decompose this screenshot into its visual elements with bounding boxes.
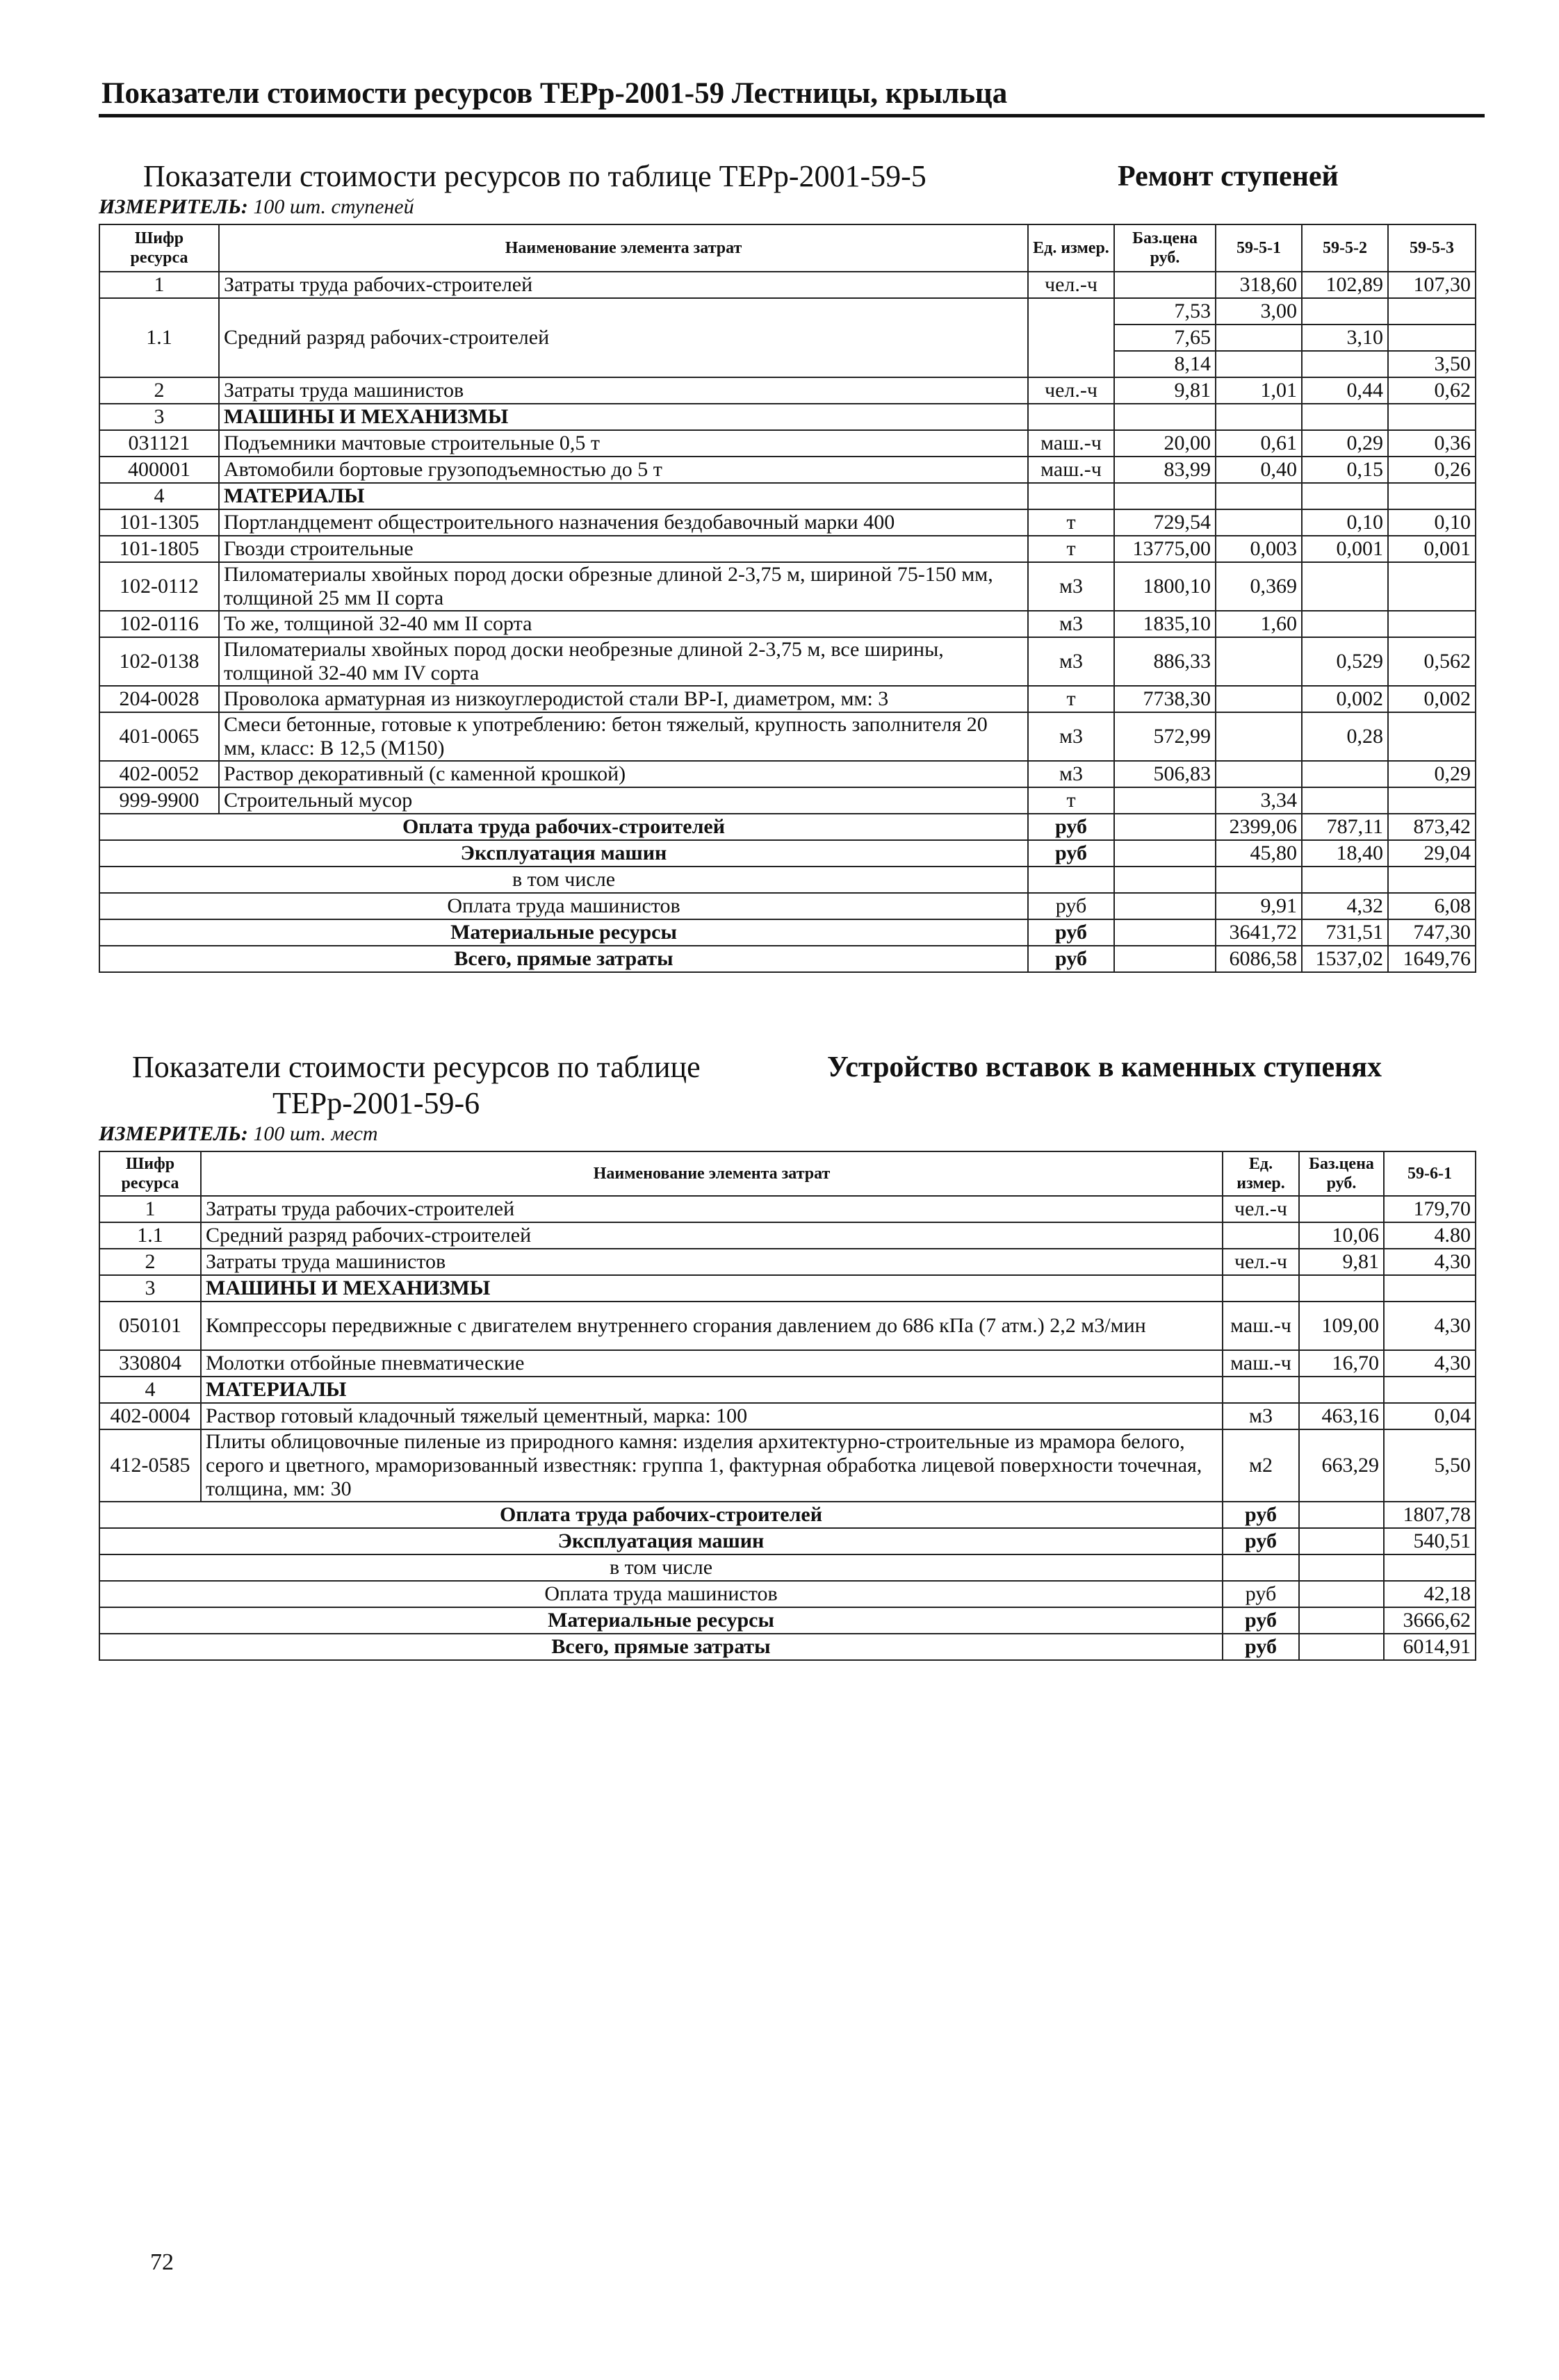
- cell-name: МАТЕРИАЛЫ: [219, 483, 1028, 509]
- cell-unit: маш.-ч: [1028, 430, 1114, 457]
- table-row: [99, 457, 1476, 483]
- cell-value: 9,91: [1216, 893, 1302, 919]
- cell-value: 0,10: [1302, 509, 1388, 536]
- table-row: [99, 536, 1476, 562]
- cell-name: Компрессоры передвижные с двигателем внутреннего сгорания давлением до 686 кПа (7 атм.) 2,2 м3/мин: [201, 1302, 1223, 1350]
- cell-name: Раствор декоративный (с каменной крошкой): [219, 761, 1028, 787]
- cell-value: [1388, 867, 1476, 893]
- cell-unit: т: [1028, 536, 1114, 562]
- cell-unit: чел.-ч: [1028, 377, 1114, 404]
- cell-value: 2399,06: [1216, 814, 1302, 840]
- header-col-59-6-1: 59-6-1: [1384, 1151, 1476, 1196]
- header-code: Шифр ресурса: [99, 224, 219, 272]
- cell-name: Строительный мусор: [219, 787, 1028, 814]
- cell-unit: маш.-ч: [1223, 1350, 1299, 1377]
- cell-code: 031121: [99, 430, 219, 457]
- total-row: [99, 867, 1476, 893]
- cell-unit: руб: [1028, 946, 1114, 972]
- cell-value: 0,26: [1388, 457, 1476, 483]
- total-row: [99, 1581, 1476, 1607]
- cell-unit: чел.-ч: [1223, 1196, 1299, 1222]
- cell-value: 0,002: [1302, 686, 1388, 712]
- cell-price: 109,00: [1299, 1302, 1384, 1350]
- cell-unit: руб: [1223, 1607, 1299, 1634]
- cell-unit: руб: [1028, 814, 1114, 840]
- cell-code: 102-0138: [99, 637, 219, 686]
- cell-code: 1.1: [99, 1222, 201, 1249]
- table-row: [99, 1196, 1476, 1222]
- cell-value: 0,44: [1302, 377, 1388, 404]
- total-row: [99, 893, 1476, 919]
- header-name: Наименование элемента затрат: [201, 1151, 1223, 1196]
- cell-value: [1388, 483, 1476, 509]
- cell-unit: чел.-ч: [1028, 272, 1114, 298]
- cell-price: 1835,10: [1114, 611, 1216, 637]
- cell-code: 2: [99, 1249, 201, 1275]
- cell-name: Гвозди строительные: [219, 536, 1028, 562]
- cell-price: [1299, 1502, 1384, 1528]
- table-row: [99, 562, 1476, 611]
- cell-unit: [1028, 483, 1114, 509]
- table-row: [99, 1429, 1476, 1502]
- cell-price: 9,81: [1114, 377, 1216, 404]
- total-row: [99, 1528, 1476, 1554]
- cell-name: Средний разряд рабочих-строителей: [201, 1222, 1223, 1249]
- cell-code: 401-0065: [99, 712, 219, 761]
- cell-value: 787,11: [1302, 814, 1388, 840]
- cell-value: 747,30: [1388, 919, 1476, 946]
- cell-value: [1388, 325, 1476, 351]
- total-label: Оплата труда рабочих-строителей: [99, 814, 1028, 840]
- cell-unit: руб: [1223, 1502, 1299, 1528]
- cell-value: [1302, 787, 1388, 814]
- cell-value: 0,001: [1388, 536, 1476, 562]
- total-label: Всего, прямые затраты: [99, 946, 1028, 972]
- cell-price: 729,54: [1114, 509, 1216, 536]
- table-row: [99, 1275, 1476, 1302]
- cell-code: 050101: [99, 1302, 201, 1350]
- cell-name: Средний разряд рабочих-строителей: [219, 298, 1028, 377]
- cell-name: МАШИНЫ И МЕХАНИЗМЫ: [219, 404, 1028, 430]
- cell-value: 5,50: [1384, 1429, 1476, 1502]
- cell-price: 886,33: [1114, 637, 1216, 686]
- total-row: [99, 1554, 1476, 1581]
- total-label: Эксплуатация машин: [99, 1528, 1223, 1554]
- cell-code: 999-9900: [99, 787, 219, 814]
- measure-value: 100 шт. ступеней: [253, 195, 414, 218]
- cell-price: [1299, 1554, 1384, 1581]
- cell-value: [1384, 1554, 1476, 1581]
- cell-value: 179,70: [1384, 1196, 1476, 1222]
- cell-unit: т: [1028, 509, 1114, 536]
- cell-price: 7738,30: [1114, 686, 1216, 712]
- cell-value: 1649,76: [1388, 946, 1476, 972]
- section2-right-title: Устройство вставок в каменных ступенях: [827, 1051, 1382, 1083]
- table-row: [99, 1222, 1476, 1249]
- table-row: [99, 611, 1476, 637]
- cell-value: [1388, 611, 1476, 637]
- cell-code: 101-1805: [99, 536, 219, 562]
- cell-price: [1114, 893, 1216, 919]
- section1-measure: [99, 195, 414, 220]
- header-unit: Ед. измер.: [1028, 224, 1114, 272]
- cell-value: 3,00: [1216, 298, 1302, 325]
- cell-value: 18,40: [1302, 840, 1388, 867]
- total-label: в том числе: [99, 867, 1028, 893]
- table-row: [99, 686, 1476, 712]
- cell-value: [1384, 1377, 1476, 1403]
- page-header: Показатели стоимости ресурсов ТЕРр-2001-59 Лестницы, крыльца: [101, 77, 1008, 110]
- cell-value: 102,89: [1302, 272, 1388, 298]
- cell-price: 506,83: [1114, 761, 1216, 787]
- cell-value: 0,29: [1388, 761, 1476, 787]
- cell-unit: руб: [1028, 893, 1114, 919]
- header-col-59-5-2: 59-5-2: [1302, 224, 1388, 272]
- cell-code: 1: [99, 1196, 201, 1222]
- table-row: [99, 1377, 1476, 1403]
- cell-value: 873,42: [1388, 814, 1476, 840]
- header-rule: [99, 114, 1485, 117]
- cell-value: 0,001: [1302, 536, 1388, 562]
- cell-value: 1807,78: [1384, 1502, 1476, 1528]
- cell-value: [1216, 351, 1302, 377]
- cell-price: 572,99: [1114, 712, 1216, 761]
- cell-value: 45,80: [1216, 840, 1302, 867]
- cell-value: 0,003: [1216, 536, 1302, 562]
- cell-value: [1216, 483, 1302, 509]
- total-row: [99, 1634, 1476, 1660]
- total-row: [99, 1502, 1476, 1528]
- cell-name: МАТЕРИАЛЫ: [201, 1377, 1223, 1403]
- cell-value: [1388, 787, 1476, 814]
- cell-code: 1: [99, 272, 219, 298]
- cell-value: 0,369: [1216, 562, 1302, 611]
- cell-price: 20,00: [1114, 430, 1216, 457]
- cell-price: 8,14: [1114, 351, 1216, 377]
- cell-value: 0,15: [1302, 457, 1388, 483]
- cell-name: Затраты труда рабочих-строителей: [201, 1196, 1223, 1222]
- header-price: Баз.цена руб.: [1299, 1151, 1384, 1196]
- cell-price: 13775,00: [1114, 536, 1216, 562]
- cell-unit: [1028, 298, 1114, 377]
- cell-value: 318,60: [1216, 272, 1302, 298]
- cell-value: 4,30: [1384, 1249, 1476, 1275]
- cell-unit: руб: [1223, 1581, 1299, 1607]
- cell-code: 204-0028: [99, 686, 219, 712]
- cell-unit: [1028, 867, 1114, 893]
- header-col-59-5-3: 59-5-3: [1388, 224, 1476, 272]
- cell-value: 0,10: [1388, 509, 1476, 536]
- cell-unit: руб: [1223, 1528, 1299, 1554]
- cell-value: [1388, 712, 1476, 761]
- total-label: Материальные ресурсы: [99, 1607, 1223, 1634]
- cell-name: Проволока арматурная из низкоуглеродистой стали ВР-I, диаметром, мм: 3: [219, 686, 1028, 712]
- table-row: [99, 1403, 1476, 1429]
- cell-unit: [1223, 1554, 1299, 1581]
- cell-code: 400001: [99, 457, 219, 483]
- cell-code: 102-0116: [99, 611, 219, 637]
- cell-price: [1114, 483, 1216, 509]
- cell-value: [1384, 1275, 1476, 1302]
- cell-value: [1216, 712, 1302, 761]
- total-label: в том числе: [99, 1554, 1223, 1581]
- page-number: 72: [150, 2249, 174, 2275]
- cell-value: 3,10: [1302, 325, 1388, 351]
- cell-value: 0,36: [1388, 430, 1476, 457]
- cell-price: 16,70: [1299, 1350, 1384, 1377]
- cell-value: 0,61: [1216, 430, 1302, 457]
- cell-name: МАШИНЫ И МЕХАНИЗМЫ: [201, 1275, 1223, 1302]
- cell-price: [1299, 1607, 1384, 1634]
- cell-value: 1537,02: [1302, 946, 1388, 972]
- section1-title: Показатели стоимости ресурсов по таблице ТЕРр-2001-59-5: [143, 159, 927, 193]
- cell-value: 3,50: [1388, 351, 1476, 377]
- cell-value: [1216, 867, 1302, 893]
- cell-price: [1299, 1634, 1384, 1660]
- cell-value: [1216, 325, 1302, 351]
- header-col-59-5-1: 59-5-1: [1216, 224, 1302, 272]
- table-row: [99, 1302, 1476, 1350]
- cell-value: 107,30: [1388, 272, 1476, 298]
- cell-value: [1388, 562, 1476, 611]
- cell-value: 0,04: [1384, 1403, 1476, 1429]
- cell-value: 3641,72: [1216, 919, 1302, 946]
- cell-name: Раствор готовый кладочный тяжелый цементный, марка: 100: [201, 1403, 1223, 1429]
- cell-price: [1114, 946, 1216, 972]
- total-row: [99, 1607, 1476, 1634]
- cell-price: [1114, 867, 1216, 893]
- table-row: [99, 761, 1476, 787]
- header-unit: Ед. измер.: [1223, 1151, 1299, 1196]
- cell-unit: [1223, 1377, 1299, 1403]
- header-price: Баз.цена руб.: [1114, 224, 1216, 272]
- cell-value: [1302, 404, 1388, 430]
- cell-value: [1302, 761, 1388, 787]
- cell-price: 7,65: [1114, 325, 1216, 351]
- table-row: [99, 377, 1476, 404]
- cell-unit: руб: [1223, 1634, 1299, 1660]
- cell-price: 7,53: [1114, 298, 1216, 325]
- section2-measure: [99, 1122, 378, 1147]
- cell-unit: т: [1028, 787, 1114, 814]
- cell-unit: м3: [1028, 637, 1114, 686]
- cell-unit: маш.-ч: [1028, 457, 1114, 483]
- cell-price: 1800,10: [1114, 562, 1216, 611]
- cell-unit: м3: [1028, 761, 1114, 787]
- cell-name: Автомобили бортовые грузоподъемностью до 5 т: [219, 457, 1028, 483]
- cell-value: 4,30: [1384, 1350, 1476, 1377]
- cell-price: [1299, 1275, 1384, 1302]
- cell-value: 540,51: [1384, 1528, 1476, 1554]
- cell-price: 9,81: [1299, 1249, 1384, 1275]
- cell-value: [1302, 351, 1388, 377]
- cell-value: [1216, 509, 1302, 536]
- total-row: [99, 814, 1476, 840]
- cell-value: 0,562: [1388, 637, 1476, 686]
- cell-price: 463,16: [1299, 1403, 1384, 1429]
- cell-value: [1216, 761, 1302, 787]
- cell-price: [1114, 787, 1216, 814]
- total-label: Эксплуатация машин: [99, 840, 1028, 867]
- cell-value: 6086,58: [1216, 946, 1302, 972]
- cell-value: 1,60: [1216, 611, 1302, 637]
- resource-table-59-5: [99, 224, 1476, 973]
- table-row: [99, 404, 1476, 430]
- cell-value: 1,01: [1216, 377, 1302, 404]
- cell-value: [1216, 686, 1302, 712]
- cell-value: [1388, 404, 1476, 430]
- cell-unit: м3: [1028, 562, 1114, 611]
- cell-value: [1302, 483, 1388, 509]
- cell-code: 3: [99, 404, 219, 430]
- cell-value: 4.80: [1384, 1222, 1476, 1249]
- cell-name: Портландцемент общестроительного назначения бездобавочный марки 400: [219, 509, 1028, 536]
- cell-price: [1299, 1196, 1384, 1222]
- cell-value: 0,40: [1216, 457, 1302, 483]
- cell-value: 0,28: [1302, 712, 1388, 761]
- cell-code: 402-0052: [99, 761, 219, 787]
- cell-price: [1114, 272, 1216, 298]
- cell-unit: т: [1028, 686, 1114, 712]
- cell-unit: [1028, 404, 1114, 430]
- cell-price: 663,29: [1299, 1429, 1384, 1502]
- resource-table-59-6: [99, 1151, 1476, 1661]
- cell-value: 0,002: [1388, 686, 1476, 712]
- cell-code: 330804: [99, 1350, 201, 1377]
- cell-code: 412-0585: [99, 1429, 201, 1502]
- table-row: [99, 298, 1476, 325]
- cell-value: 29,04: [1388, 840, 1476, 867]
- table-row: [99, 430, 1476, 457]
- section1-right-title: Ремонт ступеней: [1118, 161, 1339, 192]
- cell-value: 0,29: [1302, 430, 1388, 457]
- cell-code: 102-0112: [99, 562, 219, 611]
- cell-price: [1299, 1528, 1384, 1554]
- cell-code: 101-1305: [99, 509, 219, 536]
- cell-value: [1302, 562, 1388, 611]
- cell-name: Затраты труда рабочих-строителей: [219, 272, 1028, 298]
- cell-unit: руб: [1028, 840, 1114, 867]
- total-label: Материальные ресурсы: [99, 919, 1028, 946]
- total-row: [99, 919, 1476, 946]
- measure-value: 100 шт. мест: [253, 1122, 378, 1145]
- table-row: [99, 483, 1476, 509]
- section2-title-line1: Показатели стоимости ресурсов по таблице: [132, 1050, 701, 1084]
- table-row: [99, 1249, 1476, 1275]
- cell-unit: м3: [1223, 1403, 1299, 1429]
- cell-value: [1216, 404, 1302, 430]
- cell-value: 3,34: [1216, 787, 1302, 814]
- cell-unit: маш.-ч: [1223, 1302, 1299, 1350]
- cell-value: 731,51: [1302, 919, 1388, 946]
- cell-code: 1.1: [99, 298, 219, 377]
- cell-value: [1302, 298, 1388, 325]
- header-name: Наименование элемента затрат: [219, 224, 1028, 272]
- cell-value: [1388, 298, 1476, 325]
- cell-unit: м3: [1028, 712, 1114, 761]
- table-row: [99, 1350, 1476, 1377]
- measure-label: ИЗМЕРИТЕЛЬ:: [99, 1122, 248, 1145]
- header-code: Шифр ресурса: [99, 1151, 201, 1196]
- cell-price: [1299, 1581, 1384, 1607]
- cell-value: 42,18: [1384, 1581, 1476, 1607]
- cell-value: 6,08: [1388, 893, 1476, 919]
- total-label: Оплата труда машинистов: [99, 1581, 1223, 1607]
- cell-code: 4: [99, 1377, 201, 1403]
- cell-value: [1302, 611, 1388, 637]
- cell-value: 4,32: [1302, 893, 1388, 919]
- table-row: [99, 637, 1476, 686]
- cell-code: 402-0004: [99, 1403, 201, 1429]
- cell-code: 3: [99, 1275, 201, 1302]
- cell-unit: м3: [1028, 611, 1114, 637]
- cell-name: Подъемники мачтовые строительные 0,5 т: [219, 430, 1028, 457]
- table-header-row: [99, 1151, 1476, 1196]
- cell-name: Пиломатериалы хвойных пород доски обрезные длиной 2-3,75 м, шириной 75-150 мм, толщиной 25 мм II сорта: [219, 562, 1028, 611]
- cell-code: 2: [99, 377, 219, 404]
- cell-price: [1114, 814, 1216, 840]
- cell-price: [1114, 919, 1216, 946]
- table-header-row: [99, 224, 1476, 272]
- cell-unit: руб: [1028, 919, 1114, 946]
- cell-unit: чел.-ч: [1223, 1249, 1299, 1275]
- cell-value: 0,62: [1388, 377, 1476, 404]
- total-row: [99, 946, 1476, 972]
- cell-value: [1302, 867, 1388, 893]
- table-row: [99, 787, 1476, 814]
- cell-value: 6014,91: [1384, 1634, 1476, 1660]
- cell-name: Пиломатериалы хвойных пород доски необрезные длиной 2-3,75 м, все ширины, толщиной 32-40 мм IV сорта: [219, 637, 1028, 686]
- table-row: [99, 272, 1476, 298]
- cell-value: 4,30: [1384, 1302, 1476, 1350]
- section2-title-line2: ТЕРр-2001-59-6: [272, 1086, 480, 1120]
- cell-code: 4: [99, 483, 219, 509]
- cell-name: Затраты труда машинистов: [219, 377, 1028, 404]
- table-row: [99, 509, 1476, 536]
- cell-value: [1216, 637, 1302, 686]
- table-row: [99, 712, 1476, 761]
- cell-value: 3666,62: [1384, 1607, 1476, 1634]
- cell-name: Смеси бетонные, готовые к употреблению: бетон тяжелый, крупность заполнителя 20 мм, класс: В 12,5 (М150): [219, 712, 1028, 761]
- cell-name: Затраты труда машинистов: [201, 1249, 1223, 1275]
- total-row: [99, 840, 1476, 867]
- cell-price: [1114, 840, 1216, 867]
- cell-unit: [1223, 1222, 1299, 1249]
- cell-price: 10,06: [1299, 1222, 1384, 1249]
- cell-price: 83,99: [1114, 457, 1216, 483]
- cell-unit: м2: [1223, 1429, 1299, 1502]
- total-label: Оплата труда рабочих-строителей: [99, 1502, 1223, 1528]
- total-label: Всего, прямые затраты: [99, 1634, 1223, 1660]
- cell-name: Плиты облицовочные пиленые из природного камня: изделия архитектурно-строительные из мрамора белого, серого и цветного, мраморизованный известняк: группа 1, фактурная обработка лицевой поверхности точечная, толщина, мм: 30: [201, 1429, 1223, 1502]
- cell-price: [1114, 404, 1216, 430]
- cell-value: 0,529: [1302, 637, 1388, 686]
- cell-price: [1299, 1377, 1384, 1403]
- cell-name: Молотки отбойные пневматические: [201, 1350, 1223, 1377]
- cell-unit: [1223, 1275, 1299, 1302]
- measure-label: ИЗМЕРИТЕЛЬ:: [99, 195, 248, 218]
- cell-name: То же, толщиной 32-40 мм II сорта: [219, 611, 1028, 637]
- total-label: Оплата труда машинистов: [99, 893, 1028, 919]
